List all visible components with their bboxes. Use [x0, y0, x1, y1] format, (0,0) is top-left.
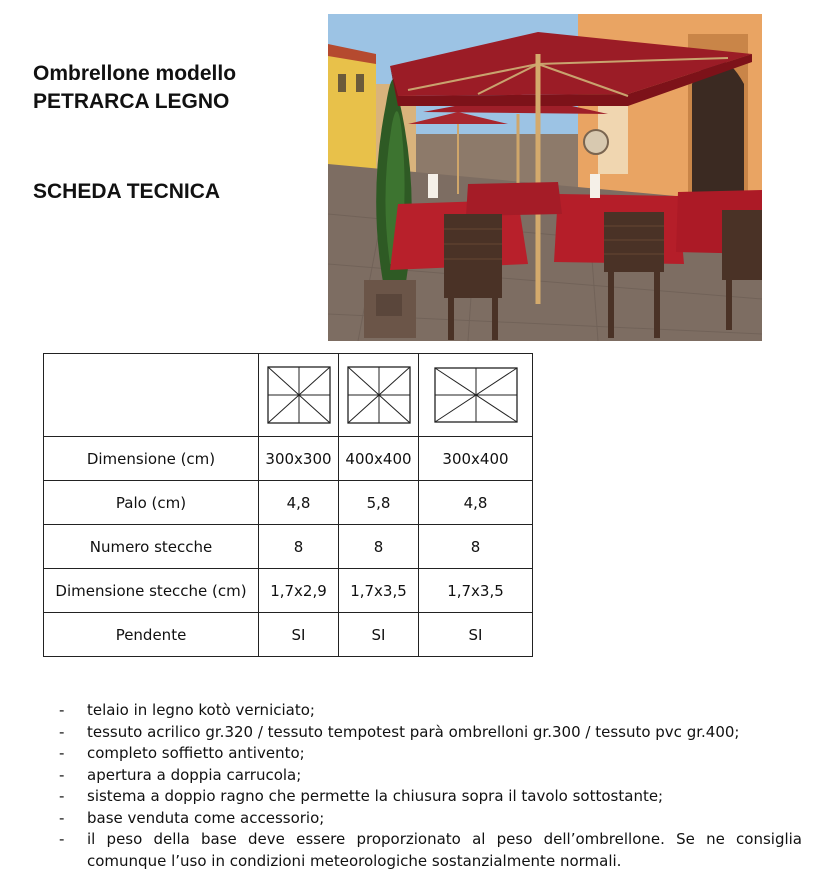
list-item [56, 786, 802, 808]
table-cell: 8 [419, 525, 533, 569]
list-item-text: base venduta come accessorio; [87, 808, 325, 827]
table-icon-row [44, 354, 533, 437]
table-cell: 8 [259, 525, 339, 569]
row-label: Dimensione (cm) [44, 437, 259, 481]
table-row [44, 525, 533, 569]
section-title: SCHEDA TECNICA [33, 180, 221, 203]
product-photo [328, 14, 762, 341]
table-corner-cell [44, 354, 259, 437]
spec-table [43, 353, 533, 657]
table-row [44, 481, 533, 525]
list-item-text: il peso della base deve essere proporzionato al peso dell’ombrellone. Se ne consiglia comunque l’uso in condizioni meteorologiche sostanzialmente normali. [87, 830, 802, 870]
list-item [56, 722, 802, 744]
bullet-dash: - [59, 701, 65, 719]
list-item [56, 829, 802, 872]
list-item-text: telaio in legno kotò verniciato; [87, 701, 315, 719]
list-item [56, 700, 802, 722]
bullet-dash: - [59, 765, 65, 784]
table-cell: SI [259, 613, 339, 657]
bullet-dash: - [59, 722, 65, 741]
features-list [56, 700, 802, 872]
list-item-text: tessuto acrilico gr.320 / tessuto tempotest parà ombrelloni gr.300 / tessuto pvc gr.400; [87, 722, 740, 741]
table-cell: 1,7x3,5 [339, 569, 419, 613]
table-cell: 4,8 [419, 481, 533, 525]
table-cell: 400x400 [339, 437, 419, 481]
rectangular-umbrella-icon [419, 354, 533, 437]
list-item-text: apertura a doppia carrucola; [87, 765, 302, 784]
table-cell: 1,7x2,9 [259, 569, 339, 613]
list-item-text: completo soffietto antivento; [87, 744, 305, 762]
row-label: Pendente [44, 613, 259, 657]
table-cell: 8 [339, 525, 419, 569]
table-cell: SI [339, 613, 419, 657]
table-cell: 4,8 [259, 481, 339, 525]
square-umbrella-icon [339, 354, 419, 437]
bullet-dash: - [59, 744, 65, 762]
row-label: Palo (cm) [44, 481, 259, 525]
table-row [44, 613, 533, 657]
list-item-text: sistema a doppio ragno che permette la chiusura sopra il tavolo sottostante; [87, 787, 664, 805]
table-cell: 300x300 [259, 437, 339, 481]
table-row [44, 569, 533, 613]
bullet-dash: - [59, 808, 65, 827]
table-row [44, 437, 533, 481]
table-cell: SI [419, 613, 533, 657]
bullet-dash: - [59, 787, 65, 805]
row-label: Numero stecche [44, 525, 259, 569]
list-item [56, 765, 802, 787]
row-label: Dimensione stecche (cm) [44, 569, 259, 613]
square-umbrella-icon [259, 354, 339, 437]
table-cell: 300x400 [419, 437, 533, 481]
table-cell: 1,7x3,5 [419, 569, 533, 613]
table-cell: 5,8 [339, 481, 419, 525]
bullet-dash: - [59, 830, 65, 848]
title-line-1: Ombrellone modello [33, 62, 237, 85]
list-item [56, 743, 802, 765]
product-title [33, 60, 236, 116]
list-item [56, 808, 802, 830]
title-line-2: PETRARCA LEGNO [33, 90, 230, 113]
